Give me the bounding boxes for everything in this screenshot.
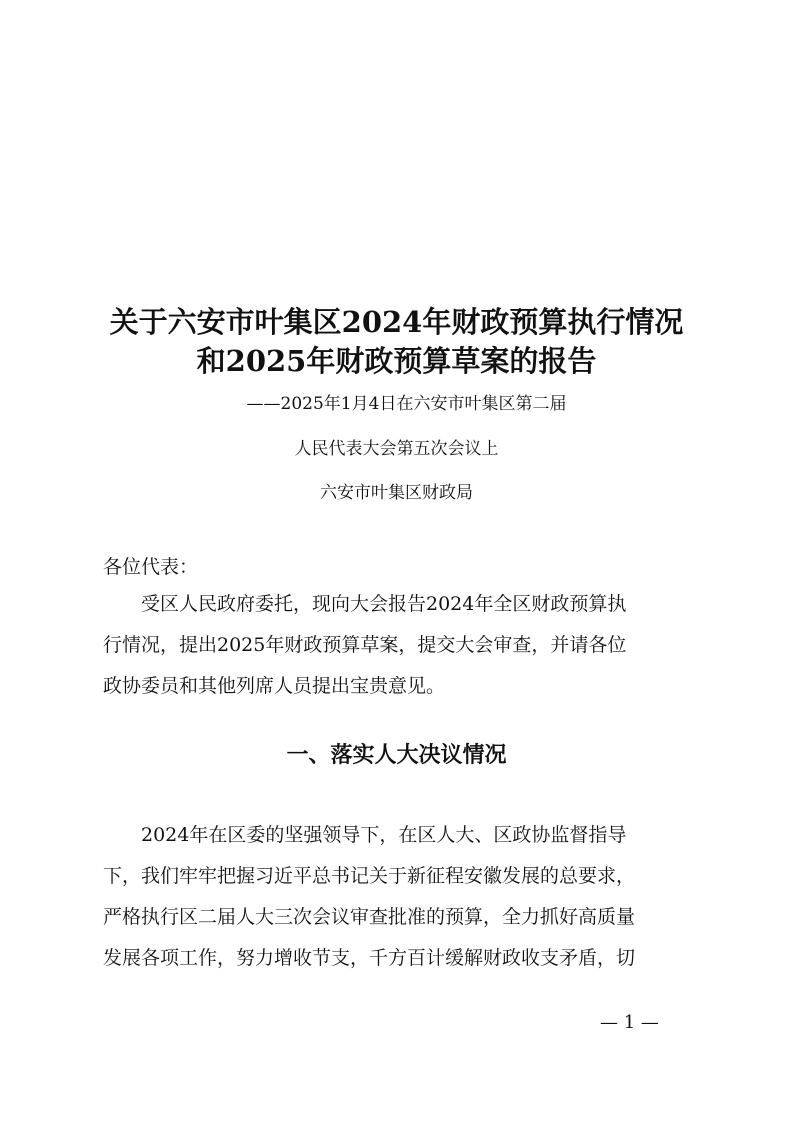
report-title-line-2: 和2025年财政预算草案的报告 <box>196 344 597 378</box>
report-subtitle-line-2: 人民代表大会第五次会议上 <box>294 439 499 459</box>
section-1-line: 2024年在区委的坚强领导下，在区人大、区政协监督指导 <box>141 824 627 846</box>
intro-line: 受区人民政府委托，现向大会报告2024年全区财政预算执 <box>141 593 627 615</box>
section-1-paragraph <box>103 815 693 979</box>
report-subtitle-line-1: ——2025年1月4日在六安市叶集区第二届 <box>246 394 567 414</box>
intro-line: 行情况，提出2025年财政预算草案，提交大会审查，并请各位 <box>103 634 627 656</box>
section-1-line: 严格执行区二届人大三次会议审查批准的预算，全力抓好高质量 <box>103 906 636 928</box>
section-1-line: 发展各项工作，努力增收节支，千方百计缓解财政收支矛盾，切 <box>103 947 636 969</box>
intro-paragraph <box>103 584 693 707</box>
report-author: 六安市叶集区财政局 <box>320 483 473 503</box>
section-1-line: 下，我们牢牢把握习近平总书记关于新征程安徽发展的总要求， <box>103 865 636 887</box>
page-number: — 1 — <box>600 1012 659 1033</box>
salutation: 各位代表： <box>103 556 199 578</box>
intro-line: 政协委员和其他列席人员提出宝贵意见。 <box>103 675 446 697</box>
report-title-line-1: 关于六安市叶集区2024年财政预算执行情况 <box>109 305 684 339</box>
section-heading: 一、落实人大决议情况 <box>286 743 507 768</box>
